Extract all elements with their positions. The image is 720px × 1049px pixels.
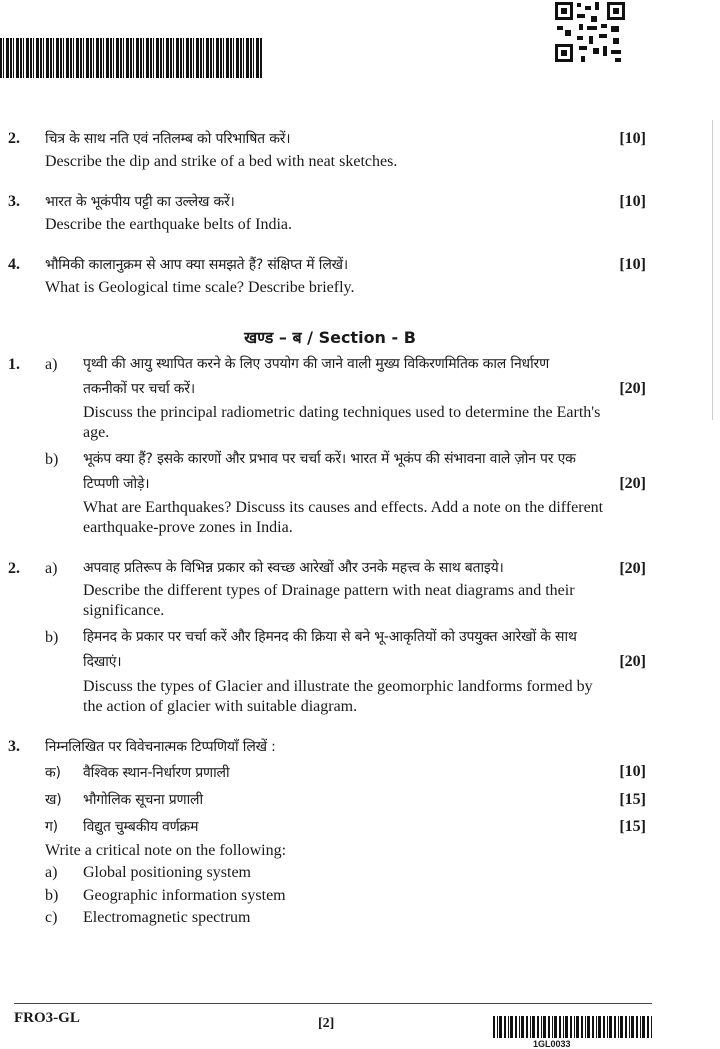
question-marks: [20] — [619, 475, 646, 492]
question-hindi: निम्नलिखित पर विवेचनात्मक टिप्पणियाँ लिखें : — [45, 739, 276, 755]
question-marks: [10] — [619, 193, 646, 210]
question-number: 1. — [8, 356, 20, 373]
subpart-label: क) — [45, 765, 61, 781]
subpart-label: b) — [45, 887, 59, 904]
question-hindi: चित्र के साथ नति एवं नतिलम्ब को परिभाषित करें। — [45, 131, 291, 147]
question-hindi: अपवाह प्रतिरूप के विभिन्न प्रकार को स्वच्छ आरेखों और उनके महत्त्व के साथ बताइये। — [83, 560, 504, 576]
question-hindi: दिखाएं। — [83, 654, 122, 670]
question-marks: [15] — [619, 818, 646, 835]
question-marks: [20] — [619, 380, 646, 397]
question-number: 2. — [8, 560, 20, 577]
question-english: Describe the earthquake belts of India. — [45, 216, 293, 233]
question-marks: [20] — [619, 653, 646, 670]
list-item: Electromagnetic spectrum — [83, 909, 251, 926]
question-english: Describe the dip and strike of a bed with neat sketches. — [45, 153, 398, 170]
question-hindi: पृथ्वी की आयु स्थापित करने के लिए उपयोग की जाने वाली मुख्य विकिरणमितिक काल निर्धारण — [83, 356, 549, 372]
question-hindi: टिप्पणी जोड़े। — [83, 476, 150, 492]
question-marks: [15] — [619, 791, 646, 808]
subpart-label: b) — [45, 451, 59, 468]
question-english: significance. — [83, 602, 165, 619]
list-item: Global positioning system — [83, 864, 251, 881]
question-english: What are Earthquakes? Discuss its causes and effects. Add a note on the different — [83, 499, 604, 516]
scan-edge — [712, 120, 713, 420]
subpart-label: a) — [45, 356, 58, 373]
question-number: 3. — [8, 193, 20, 210]
qr-code — [553, 0, 627, 64]
question-english: the action of glacier with suitable diagram. — [83, 698, 358, 715]
question-marks: [20] — [619, 560, 646, 577]
barcode-bottom — [493, 1016, 653, 1038]
subpart-label: c) — [45, 909, 58, 926]
list-item: Geographic information system — [83, 887, 286, 904]
footer-rule — [14, 1003, 652, 1004]
question-english: Write a critical note on the following: — [45, 842, 287, 859]
subpart-label: ख) — [45, 792, 62, 808]
section-heading: खण्ड – ब / Section - B — [244, 328, 416, 347]
barcode-text: 1GL0033 — [533, 1039, 571, 1049]
subpart-label: ग) — [45, 819, 58, 835]
question-english: earthquake-prove zones in India. — [83, 519, 293, 536]
question-hindi: भारत के भूकंपीय पट्टी का उल्लेख करें। — [45, 194, 235, 210]
question-hindi: तकनीकों पर चर्चा करें। — [83, 381, 195, 397]
question-marks: [10] — [619, 763, 646, 780]
question-english: Describe the different types of Drainage pattern with neat diagrams and their — [83, 582, 575, 599]
subpart-label: a) — [45, 864, 58, 881]
barcode-top — [0, 38, 262, 78]
question-number: 3. — [8, 738, 20, 755]
question-english: Discuss the types of Glacier and illustrate the geomorphic landforms formed by — [83, 678, 593, 695]
question-english: What is Geological time scale? Describe briefly. — [45, 279, 355, 296]
list-item: भौगोलिक सूचना प्रणाली — [83, 792, 203, 808]
question-marks: [10] — [619, 130, 646, 147]
question-hindi: भौमिकी कालानुक्रम से आप क्या समझते हैं? संक्षिप्त में लिखें। — [45, 257, 348, 273]
question-marks: [10] — [619, 256, 646, 273]
question-number: 4. — [8, 256, 20, 273]
page-number: [2] — [318, 1016, 335, 1031]
paper-code: FRO3-GL — [14, 1010, 80, 1026]
question-number: 2. — [8, 130, 20, 147]
question-english: Discuss the principal radiometric dating techniques used to determine the Earth's — [83, 404, 601, 421]
question-hindi: भूकंप क्या हैं? इसके कारणों और प्रभाव पर चर्चा करें। भारत में भूकंप की संभावना वाले ज़ोन पर एक — [83, 451, 576, 467]
subpart-label: a) — [45, 560, 58, 577]
question-hindi: हिमनद के प्रकार पर चर्चा करें और हिमनद की क्रिया से बने भू-आकृतियों को उपयुक्त आरेखों के साथ — [83, 629, 577, 645]
list-item: वैश्विक स्थान-निर्धारण प्रणाली — [83, 765, 230, 781]
question-english: age. — [83, 424, 110, 441]
list-item: विद्युत चुम्बकीय वर्णक्रम — [83, 819, 199, 835]
subpart-label: b) — [45, 629, 59, 646]
